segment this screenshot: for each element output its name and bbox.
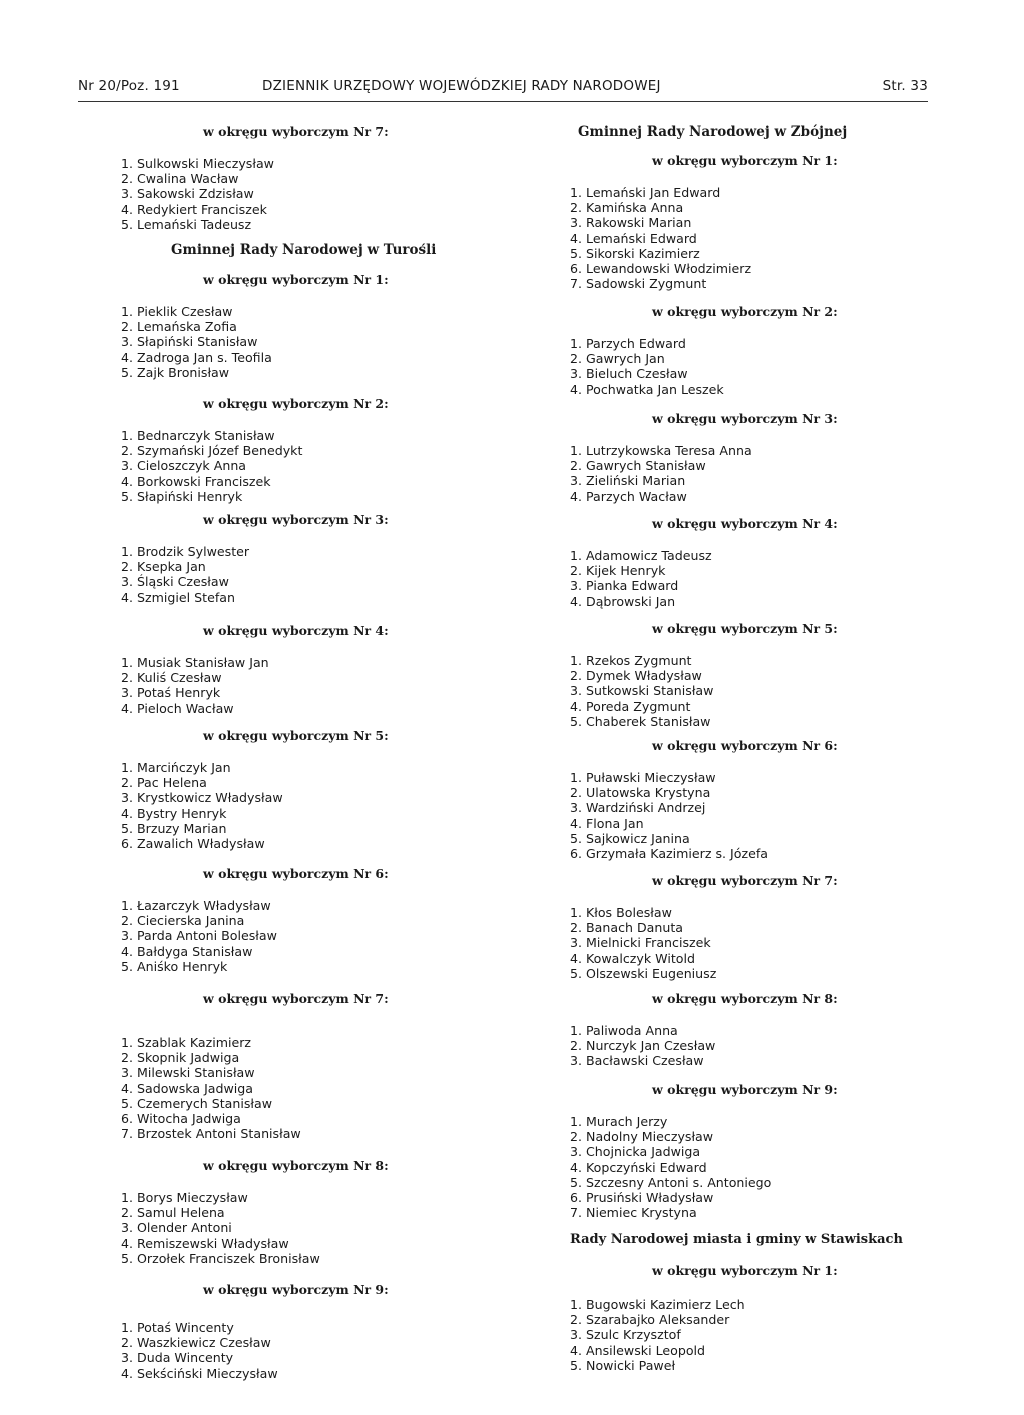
candidate: 1. Lemański Jan Edward [570, 185, 721, 200]
candidate: 6. Grzymała Kazimierz s. Józefa [570, 846, 768, 862]
district-block [121, 396, 441, 504]
candidate-list [570, 548, 950, 609]
district-heading: w okręgu wyborczym Nr 1: [652, 153, 838, 168]
candidate: 5. Chaberek Stanisław [570, 713, 711, 729]
candidate: 6. Lewandowski Włodzimierz [570, 261, 752, 277]
candidate: 3. Krystkowicz Władysław [121, 790, 283, 806]
district-heading: w okręgu wyborczym Nr 1: [652, 1263, 838, 1278]
candidate: 2. Skopnik Jadwiga [121, 1050, 240, 1066]
district-heading: w okręgu wyborczym Nr 9: [203, 1282, 389, 1297]
page-header [78, 76, 928, 98]
candidate: 4. Sadowska Jadwiga [121, 1080, 254, 1096]
candidate: 4. Kopczyński Edward [570, 1159, 707, 1175]
candidate: 2. Lemańska Zofia [121, 319, 237, 335]
candidate: 7. Niemiec Krystyna [570, 1205, 697, 1221]
district-block [570, 304, 950, 397]
candidate: 2. Kuliś Czesław [121, 670, 222, 686]
page-number: Str. 33 [882, 78, 928, 94]
district-block [570, 873, 950, 981]
candidate: 3. Śląski Czesław [121, 574, 229, 590]
candidate: 4. Ansilewski Leopold [570, 1342, 706, 1358]
candidate: 1. Marcińczyk Jan [121, 760, 231, 775]
district-heading: w okręgu wyborczym Nr 7: [203, 991, 389, 1006]
candidate: 4. Parzych Wacław [570, 488, 687, 504]
candidate: 5. Brzuzy Marian [121, 820, 227, 836]
candidate: 1. Musiak Stanisław Jan [121, 655, 269, 670]
district-block [121, 623, 441, 716]
district-block [570, 1263, 950, 1373]
candidate: 7. Brzostek Antoni Stanisław [121, 1126, 301, 1142]
candidate-list [121, 428, 441, 504]
district-heading: w okręgu wyborczym Nr 2: [652, 304, 838, 319]
district-block [570, 621, 950, 729]
district-block [570, 991, 950, 1069]
candidate: 3. Mielnicki Franciszek [570, 935, 711, 951]
district-heading: w okręgu wyborczym Nr 6: [652, 738, 838, 753]
candidate-list [570, 770, 950, 861]
candidate: 3. Potaś Henryk [121, 685, 221, 701]
candidate: 5. Orzołek Franciszek Bronisław [121, 1250, 320, 1266]
candidate: 4. Redykiert Franciszek [121, 201, 267, 217]
candidate: 5. Olszewski Eugeniusz [570, 965, 717, 981]
candidate: 2. Szymański Józef Benedykt [121, 443, 303, 459]
candidate: 2. Nurczyk Jan Czesław [570, 1038, 716, 1054]
candidate: 7. Sadowski Zygmunt [570, 276, 707, 292]
candidate-list [121, 544, 441, 605]
district-heading: w okręgu wyborczym Nr 3: [203, 512, 389, 527]
candidate: 3. Milewski Stanisław [121, 1065, 255, 1081]
district-block [121, 512, 441, 605]
candidate: 4. Lemański Edward [570, 230, 697, 246]
candidate: 1. Murach Jerzy [570, 1114, 668, 1129]
candidate: 2. Samul Helena [121, 1205, 225, 1221]
candidate: 2. Ksepka Jan [121, 559, 206, 575]
candidate-list [570, 443, 950, 504]
district-heading: w okręgu wyborczym Nr 7: [652, 873, 838, 888]
candidate: 3. Słapiński Stanisław [121, 334, 258, 350]
candidate: 2. Kamińska Anna [570, 200, 684, 216]
candidate: 1. Puławski Mieczysław [570, 770, 716, 785]
candidate: 1. Brodzik Sylwester [121, 544, 250, 559]
district-block [121, 866, 441, 974]
district-heading: w okręgu wyborczym Nr 6: [203, 866, 389, 881]
candidate: 2. Ulatowska Krystyna [570, 785, 711, 801]
candidate: 6. Zawalich Władysław [121, 836, 265, 852]
candidate-list [121, 1320, 441, 1381]
candidate: 6. Prusiński Władysław [570, 1190, 714, 1206]
district-block [570, 1082, 950, 1220]
candidate: 1. Potaś Wincenty [121, 1320, 234, 1335]
candidate: 2. Waszkiewicz Czesław [121, 1335, 271, 1351]
candidate-list [570, 185, 950, 291]
candidate-list [121, 1035, 441, 1141]
council-title-stawiski: Rady Narodowej miasta i gminy w Stawiskach [570, 1232, 903, 1247]
district-heading: w okręgu wyborczym Nr 9: [652, 1082, 838, 1097]
candidate: 3. Parda Antoni Bolesław [121, 928, 277, 944]
candidate: 3. Olender Antoni [121, 1220, 232, 1236]
candidate: 3. Bieluch Czesław [570, 366, 688, 382]
candidate: 3. Sutkowski Stanisław [570, 683, 714, 699]
candidate: 4. Poreda Zygmunt [570, 698, 691, 714]
district-heading: w okręgu wyborczym Nr 4: [203, 623, 389, 638]
candidate: 3. Wardziński Andrzej [570, 800, 706, 816]
district-block [570, 411, 950, 504]
candidate: 2. Pac Helena [121, 775, 207, 791]
candidate: 4. Bałdyga Stanisław [121, 943, 253, 959]
candidate: 2. Nadolny Mieczysław [570, 1129, 714, 1145]
candidate: 4. Kowalczyk Witold [570, 950, 695, 966]
candidate: 4. Flona Jan [570, 815, 644, 831]
candidate: 4. Zadroga Jan s. Teofila [121, 349, 272, 365]
district-block [121, 1158, 441, 1266]
candidate-list [121, 1190, 441, 1266]
candidate: 6. Witocha Jadwiga [121, 1111, 241, 1127]
district-heading: w okręgu wyborczym Nr 4: [652, 516, 838, 531]
district-heading: w okręgu wyborczym Nr 7: [203, 124, 389, 139]
candidate: 1. Kłos Bolesław [570, 905, 672, 920]
candidate: 5. Czemerych Stanisław [121, 1095, 273, 1111]
candidate-list [121, 898, 441, 974]
candidate: 2. Cwalina Wacław [121, 171, 239, 187]
candidate: 3. Pianka Edward [570, 578, 679, 594]
district-block [570, 516, 950, 609]
district-block [121, 272, 441, 380]
candidate-list [570, 653, 950, 729]
candidate: 3. Sakowski Zdzisław [121, 186, 254, 202]
council-title [171, 242, 491, 258]
candidate: 5. Zajk Bronisław [121, 364, 230, 380]
candidate: 2. Gawrych Jan [570, 351, 665, 367]
candidate: 4. Pieloch Wacław [121, 700, 234, 716]
candidate: 1. Parzych Edward [570, 336, 686, 351]
candidate-list [570, 905, 950, 981]
candidate: 4. Sekściński Mieczysław [121, 1365, 278, 1381]
candidate: 3. Szulc Krzysztof [570, 1327, 681, 1343]
candidate-list [570, 336, 950, 397]
candidate: 5. Sajkowicz Janina [570, 830, 690, 846]
candidate: 1. Lutrzykowska Teresa Anna [570, 443, 752, 458]
candidate: 4. Pochwatka Jan Leszek [570, 381, 724, 397]
candidate: 5. Słapiński Henryk [121, 488, 243, 504]
council-title [570, 1232, 950, 1248]
candidate: 1. Pieklik Czesław [121, 304, 233, 319]
candidate-list [570, 1297, 950, 1373]
candidate: 4. Remiszewski Władysław [121, 1235, 289, 1251]
district-heading: w okręgu wyborczym Nr 1: [203, 272, 389, 287]
header-rule [78, 101, 928, 102]
candidate-list [121, 760, 441, 851]
candidate: 2. Gawrych Stanisław [570, 458, 706, 474]
candidate: 2. Kijek Henryk [570, 563, 666, 579]
candidate: 4. Borkowski Franciszek [121, 473, 271, 489]
candidate: 3. Chojnicka Jadwiga [570, 1144, 701, 1160]
candidate: 2. Banach Danuta [570, 920, 684, 936]
candidate: 2. Ciecierska Janina [121, 913, 245, 929]
candidate-list [121, 304, 441, 380]
council-title-zbojna: Gminnej Rady Narodowej w Zbójnej [578, 124, 848, 140]
candidate-list [570, 1114, 950, 1220]
district-heading: w okręgu wyborczym Nr 2: [203, 396, 389, 411]
journal-title: DZIENNIK URZĘDOWY WOJEWÓDZKIEJ RADY NARODOWEJ [262, 78, 661, 94]
candidate: 5. Szczesny Antoni s. Antoniego [570, 1174, 772, 1190]
district-block [121, 124, 441, 232]
candidate-list [121, 655, 441, 716]
district-block [121, 991, 441, 1141]
candidate: 3. Cieloszczyk Anna [121, 458, 247, 474]
candidate: 1. Adamowicz Tadeusz [570, 548, 712, 563]
candidate: 3. Zieliński Marian [570, 473, 686, 489]
candidate: 5. Aniśko Henryk [121, 958, 228, 974]
candidate: 2. Dymek Władysław [570, 668, 702, 684]
council-title-turosl: Gminnej Rady Narodowej w Turośli [171, 242, 437, 258]
candidate: 3. Rakowski Marian [570, 215, 692, 231]
candidate: 1. Bugowski Kazimierz Lech [570, 1297, 745, 1312]
candidate: 1. Paliwoda Anna [570, 1023, 678, 1038]
candidate: 3. Bacławski Czesław [570, 1053, 704, 1069]
district-heading: w okręgu wyborczym Nr 8: [652, 991, 838, 1006]
council-title [578, 124, 958, 140]
candidate: 4. Szmigiel Stefan [121, 589, 235, 605]
candidate: 1. Bednarczyk Stanisław [121, 428, 275, 443]
district-heading: w okręgu wyborczym Nr 5: [203, 728, 389, 743]
candidate: 5. Sikorski Kazimierz [570, 245, 700, 261]
district-heading: w okręgu wyborczym Nr 3: [652, 411, 838, 426]
candidate: 1. Sulkowski Mieczysław [121, 156, 274, 171]
candidate: 5. Lemański Tadeusz [121, 216, 252, 232]
candidate: 1. Szablak Kazimierz [121, 1035, 252, 1050]
candidate: 4. Bystry Henryk [121, 805, 227, 821]
district-heading: w okręgu wyborczym Nr 8: [203, 1158, 389, 1173]
district-block [121, 1282, 441, 1381]
candidate: 1. Łazarczyk Władysław [121, 898, 271, 913]
district-block [570, 738, 950, 861]
district-block [121, 728, 441, 851]
district-heading: w okręgu wyborczym Nr 5: [652, 621, 838, 636]
candidate: 3. Duda Wincenty [121, 1350, 234, 1366]
candidate: 2. Szarabajko Aleksander [570, 1312, 730, 1328]
candidate-list [570, 1023, 950, 1069]
candidate-list [121, 156, 441, 232]
candidate: 4. Dąbrowski Jan [570, 593, 676, 609]
district-block [570, 153, 950, 291]
issue-number: Nr 20/Poz. 191 [78, 78, 180, 94]
candidate: 5. Nowicki Paweł [570, 1357, 676, 1373]
candidate: 1. Borys Mieczysław [121, 1190, 248, 1205]
candidate: 1. Rzekos Zygmunt [570, 653, 692, 668]
